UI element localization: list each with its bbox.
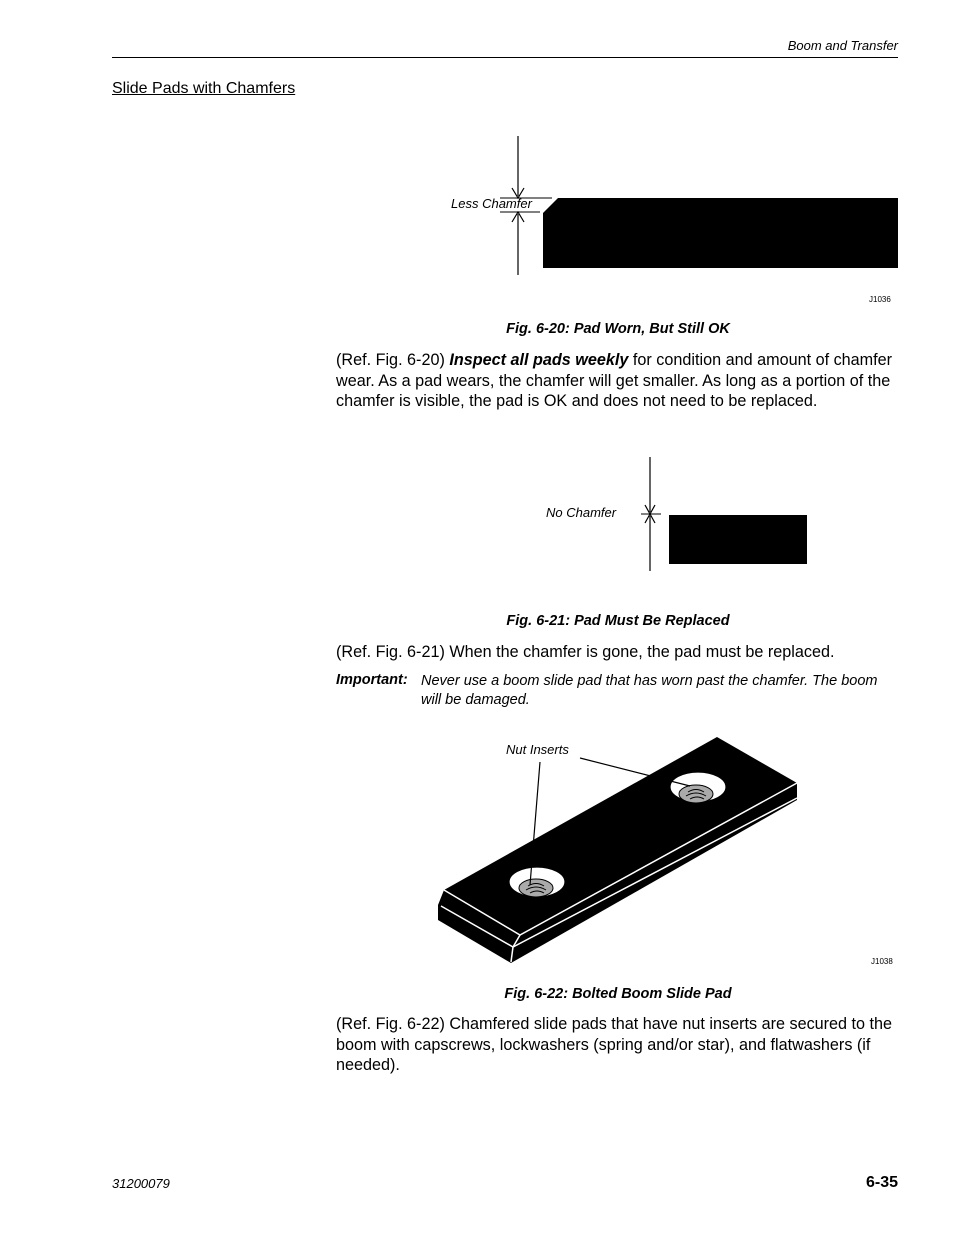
important-label: Important: <box>336 672 408 688</box>
less-chamfer-label: Less Chamfer <box>451 196 532 211</box>
figure-code: J1036 <box>869 295 891 304</box>
no-chamfer-label: No Chamfer <box>546 505 617 520</box>
nut-insert-upper <box>670 772 726 803</box>
paragraph-prefix: (Ref. Fig. 6-20) <box>336 351 450 369</box>
document-number: 31200079 <box>112 1176 170 1191</box>
figure-caption: Fig. 6-20: Pad Worn, But Still OK <box>506 321 730 337</box>
figure-caption: Fig. 6-21: Pad Must Be Replaced <box>506 613 730 629</box>
nut-inserts-label: Nut Inserts <box>506 742 569 757</box>
paragraph-bolted: (Ref. Fig. 6-22) Chamfered slide pads that have nut inserts are secured to the boom with capscrews, lockwashers (spring and/or star), and flatwashers (if needed). <box>336 1015 893 1074</box>
running-header: Boom and Transfer <box>787 38 898 53</box>
slide-pad-body <box>438 737 797 963</box>
page-number: 6-35 <box>865 1174 898 1191</box>
section-title: Slide Pads with Chamfers <box>112 80 296 97</box>
paragraph-replace: (Ref. Fig. 6-21) When the chamfer is gone, the pad must be replaced. <box>336 643 835 661</box>
important-text: Never use a boom slide pad that has worn past the chamfer. The boom will be damaged. <box>421 673 878 708</box>
figure-code: J1038 <box>871 957 893 966</box>
emphasis-text: Inspect all pads weekly <box>449 351 629 369</box>
nut-insert-lower <box>509 867 565 897</box>
paragraph-rest: for condition and amount of chamfer wear. As a pad wears, the chamfer will get smaller. As long as a portion of the chamfer is visible, the pad is OK and does not need to be replaced. <box>336 351 893 410</box>
figure-caption: Fig. 6-22: Bolted Boom Slide Pad <box>504 986 732 1002</box>
